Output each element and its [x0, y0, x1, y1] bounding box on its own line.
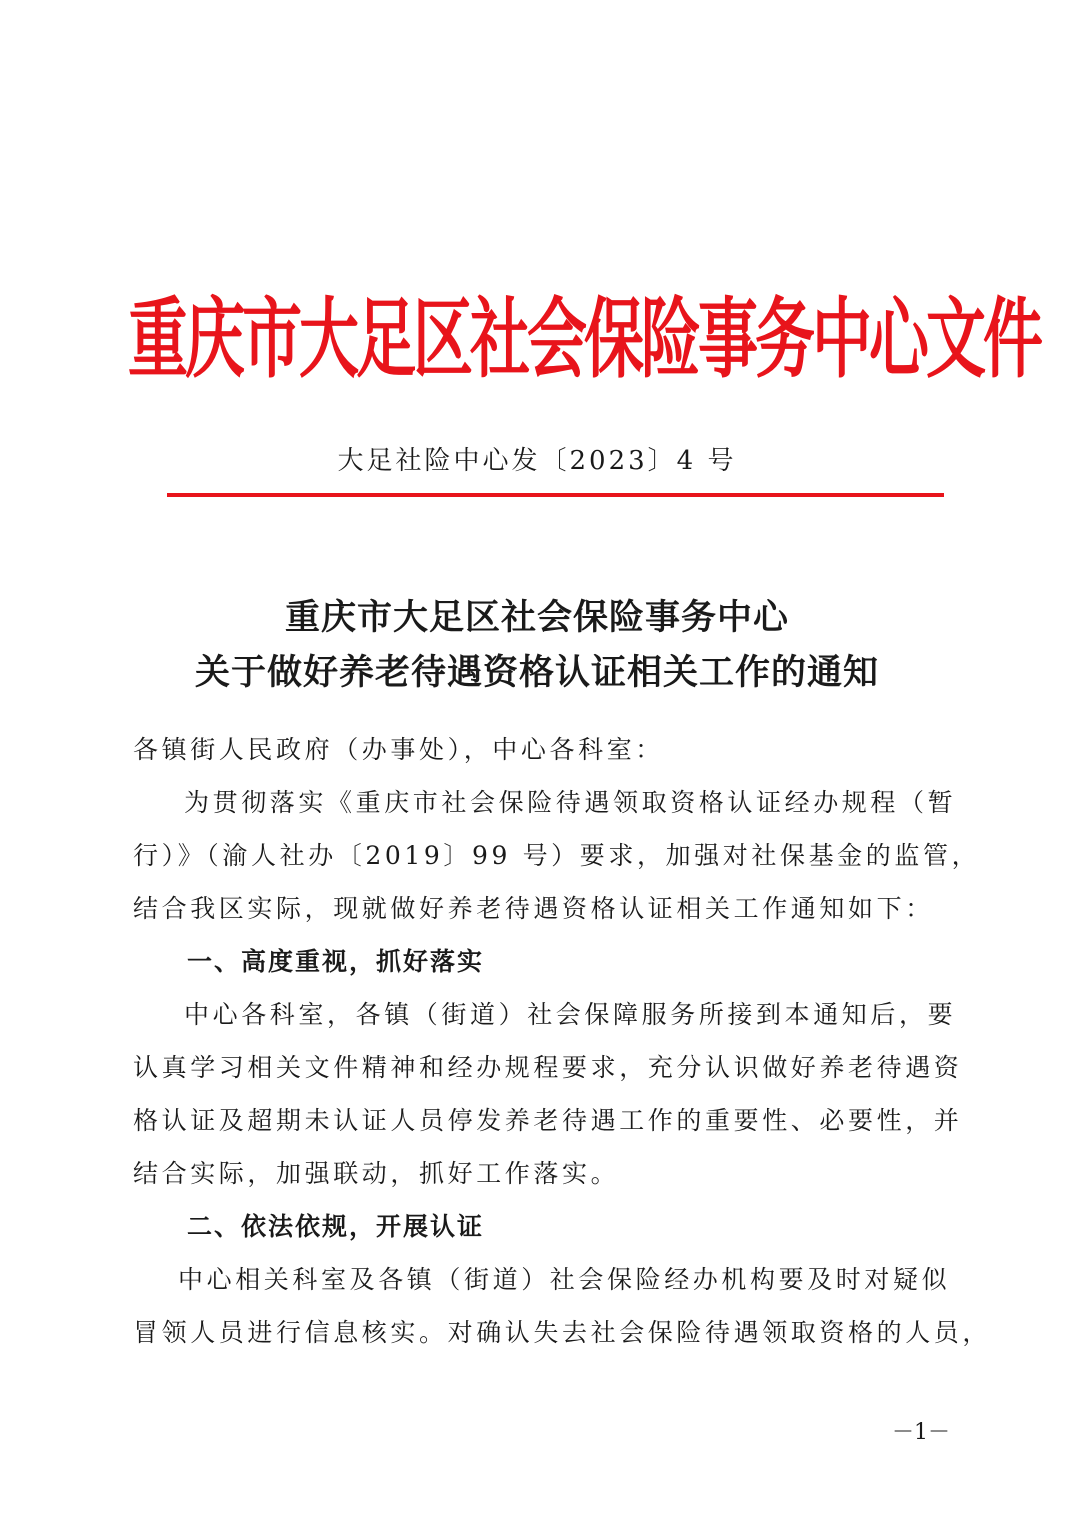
intro-line-3: 结合我区实际，现就做好养老待遇资格认证相关工作通知如下： [133, 894, 934, 923]
section-1-line-1: 中心各科室，各镇（街道）社会保障服务所接到本通知后，要 [184, 1000, 957, 1029]
section-2-line-1: 中心相关科室及各镇（街道）社会保险经办机构要及时对疑似 [178, 1265, 951, 1294]
red-divider-line [167, 493, 944, 497]
section-1-line-3: 格认证及超期未认证人员停发养老待遇工作的重要性、必要性，并 [133, 1106, 963, 1135]
intro-line-1: 为贯彻落实《重庆市社会保险待遇领取资格认证经办规程（暂 [184, 788, 957, 817]
notice-title-line-2: 关于做好养老待遇资格认证相关工作的通知 [194, 652, 879, 693]
masthead-title [128, 289, 1040, 391]
notice-title-line-1: 重庆市大足区社会保险事务中心 [284, 597, 789, 638]
masthead-text: 重庆市大足区社会保险事务中心文件 [128, 289, 1040, 391]
page-number: －1－ [892, 1420, 950, 1445]
section-1-line-4: 结合实际，加强联动，抓好工作落实。 [133, 1159, 620, 1188]
document-number: 大足社险中心发〔2023〕4 号 [337, 446, 737, 476]
intro-line-2: 行）》（渝人社办〔2019〕99 号）要求，加强对社保基金的监管， [133, 841, 981, 870]
salutation: 各镇街人民政府（办事处），中心各科室： [133, 735, 664, 764]
section-2-line-2: 冒领人员进行信息核实。对确认失去社会保险待遇领取资格的人员， [133, 1318, 992, 1347]
section-2-heading: 二、依法依规，开展认证 [187, 1212, 485, 1241]
section-1-line-2: 认真学习相关文件精神和经办规程要求，充分认识做好养老待遇资 [133, 1053, 963, 1082]
section-1-heading: 一、高度重视，抓好落实 [187, 947, 485, 976]
